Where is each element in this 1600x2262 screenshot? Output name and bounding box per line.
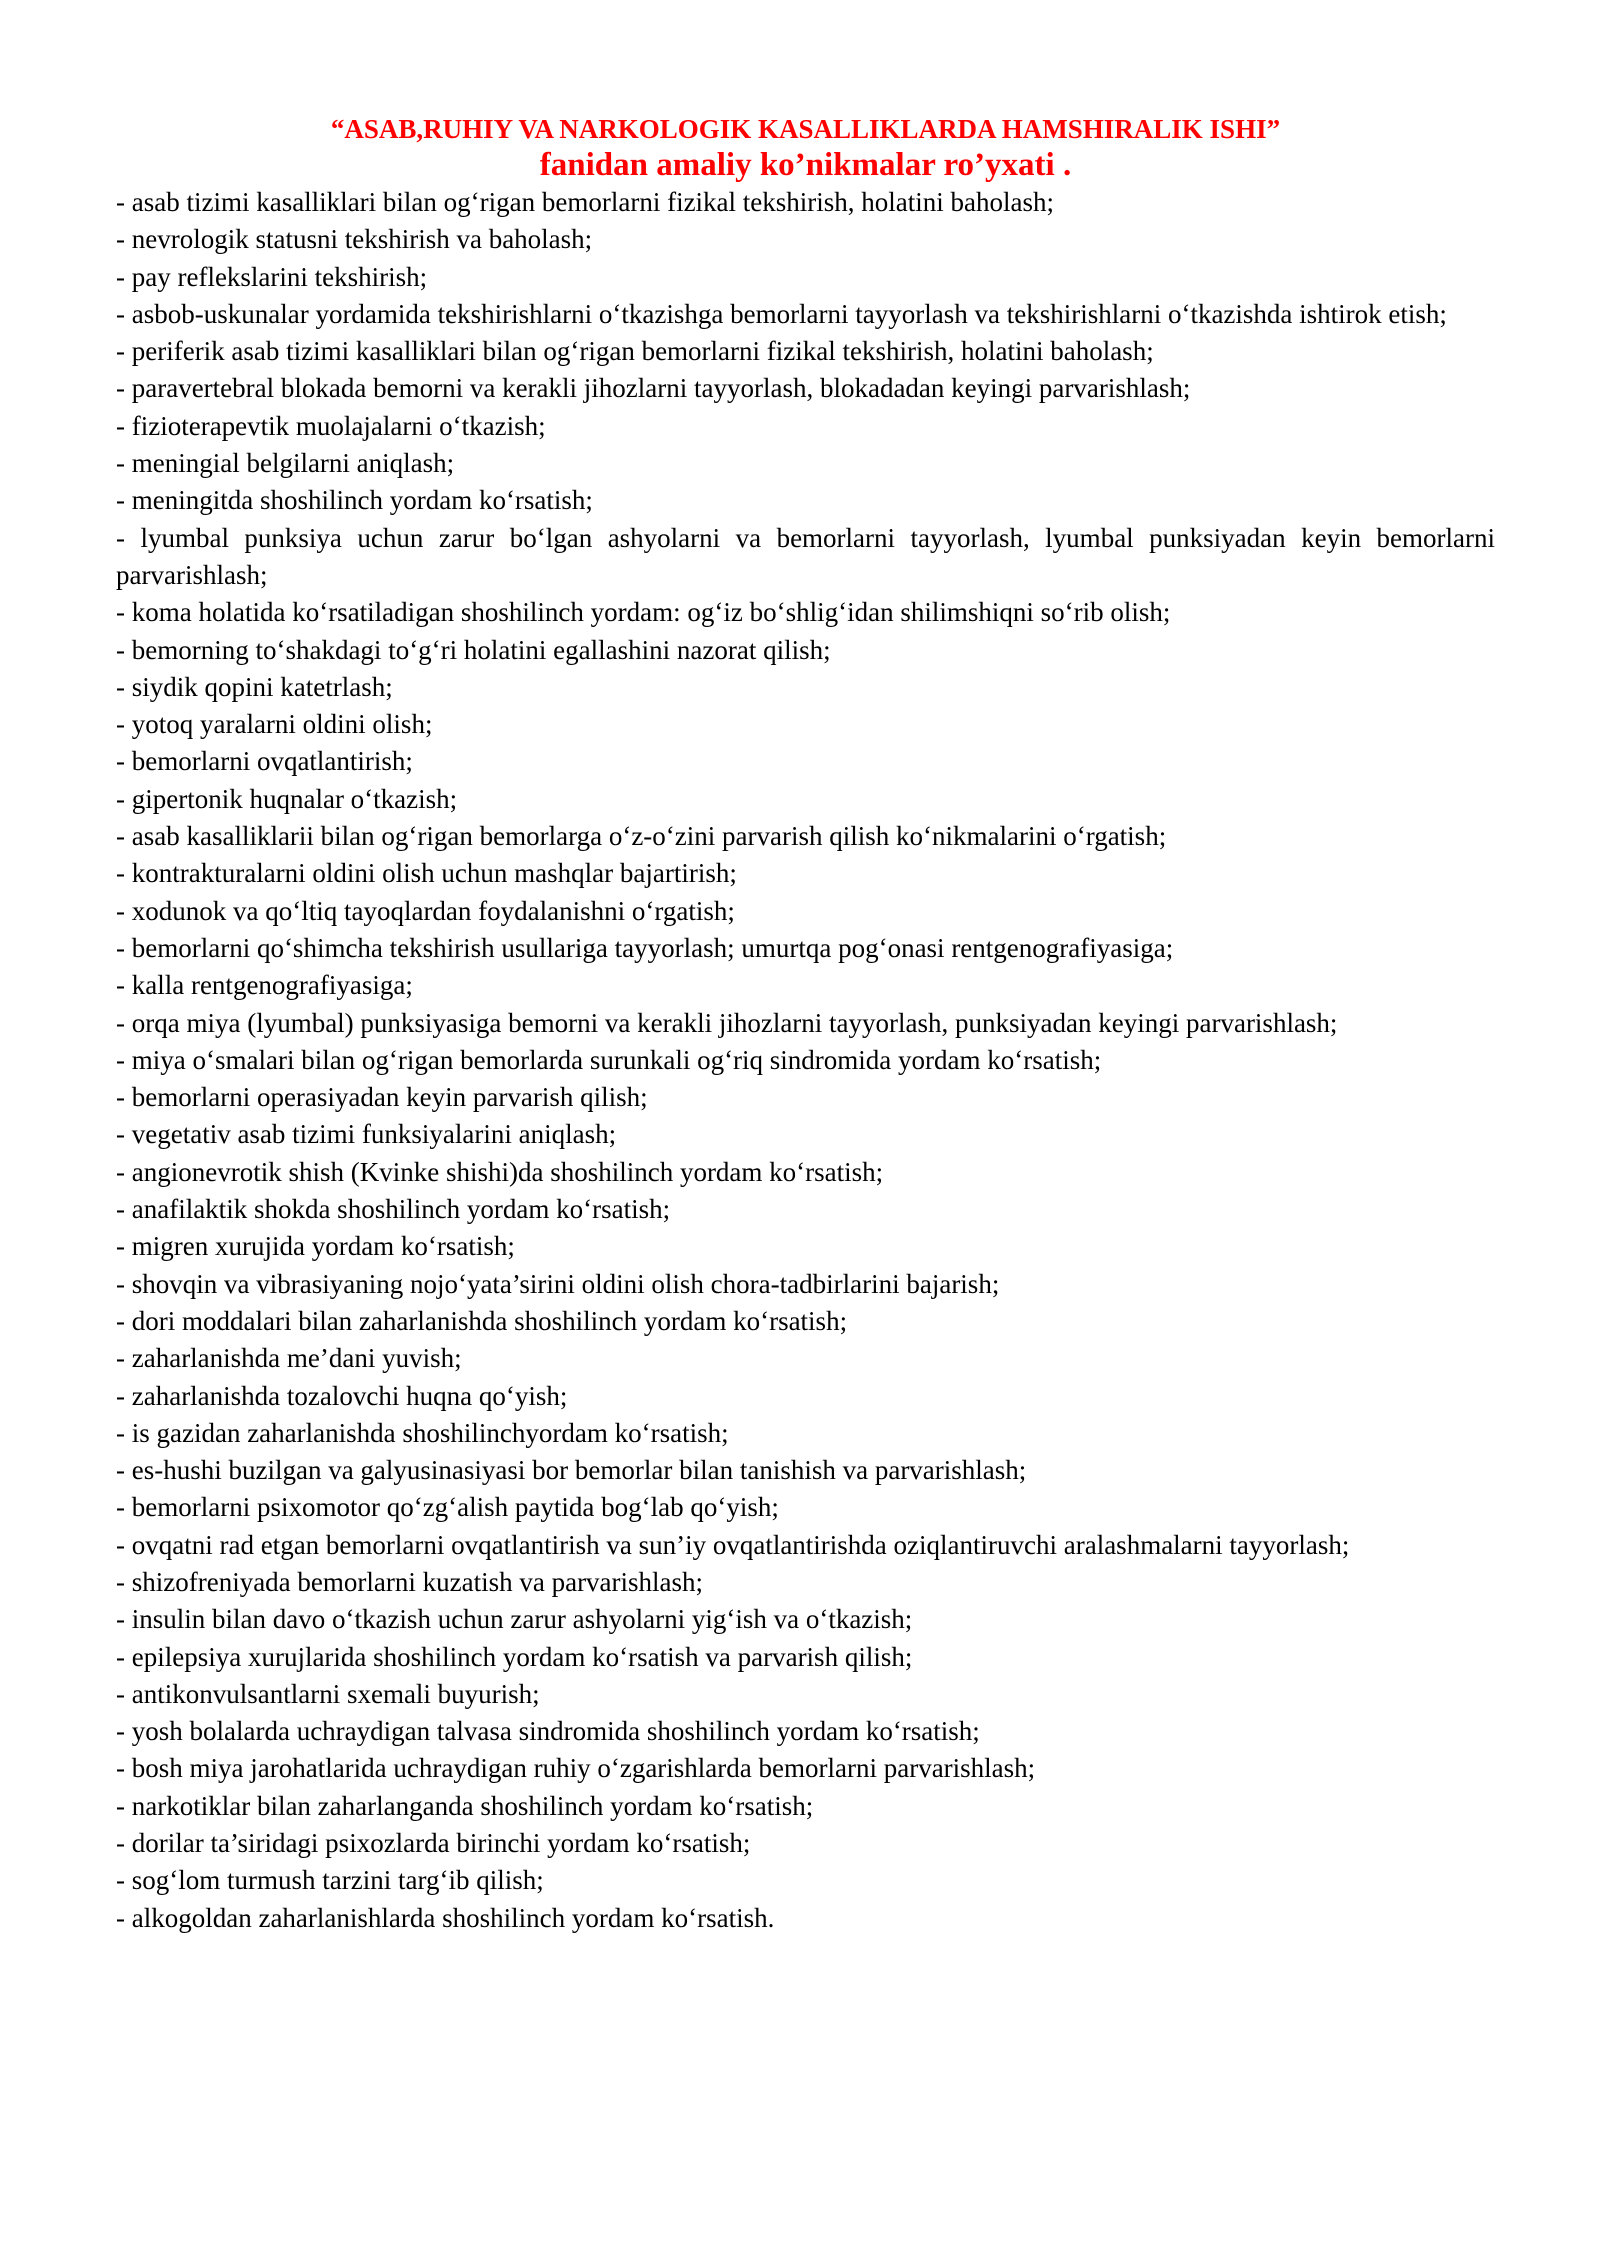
list-item: - antikonvulsantlarni sxemali buyurish; <box>116 1678 540 1709</box>
list-item: - koma holatida ko‘rsatiladigan shoshilinch yordam: og‘iz bo‘shlig‘idan shilimshiqni so‘rib olish; <box>116 597 1171 628</box>
list-item: - miya o‘smalari bilan og‘rigan bemorlarda surunkali og‘riq sindromida yordam ko‘rsatish; <box>116 1044 1102 1075</box>
list-item: - bosh miya jarohatlarida uchraydigan ruhiy o‘zgarishlarda bemorlarni parvarishlash; <box>116 1753 1036 1784</box>
list-item: - pay reflekslarini tekshirish; <box>116 261 428 292</box>
list-item: - gipertonik huqnalar o‘tkazish; <box>116 783 458 814</box>
list-item: - zaharlanishda me’dani yuvish; <box>116 1343 462 1374</box>
list-item: - kontrakturalarni oldini olish uchun mashqlar bajartirish; <box>116 858 737 889</box>
list-item: - fizioterapevtik muolajalarni o‘tkazish; <box>116 410 546 441</box>
list-item: - bemorlarni operasiyadan keyin parvarish qilish; <box>116 1082 648 1113</box>
list-item: - bemorlarni ovqatlantirish; <box>116 746 413 777</box>
list-item: - siydik qopini katetrlash; <box>116 671 393 702</box>
list-item: - orqa miya (lyumbal) punksiyasiga bemorni va kerakli jihozlarni tayyorlash, punksiyadan keyingi parvarishlash; <box>116 1007 1338 1038</box>
list-item: - xodunok va qo‘ltiq tayoqlardan foydalanishni o‘rgatish; <box>116 895 735 926</box>
list-item: - alkogoldan zaharlanishlarda shoshilinch yordam ko‘rsatish. <box>116 1902 775 1933</box>
list-item: - es-hushi buzilgan va galyusinasiyasi bor bemorlar bilan tanishish va parvarishlash; <box>116 1455 1027 1486</box>
list-item: - kalla rentgenografiyasiga; <box>116 970 413 1001</box>
list-item: - yosh bolalarda uchraydigan talvasa sindromida shoshilinch yordam ko‘rsatish; <box>116 1716 980 1747</box>
list-item: - epilepsiya xurujlarida shoshilinch yordam ko‘rsatish va parvarish qilish; <box>116 1641 913 1672</box>
list-item: - meningial belgilarni aniqlash; <box>116 448 455 479</box>
list-item: - shovqin va vibrasiyaning nojo‘yata’sirini oldini olish chora-tadbirlarini bajarish; <box>116 1268 1000 1299</box>
list-item: - ovqatni rad etgan bemorlarni ovqatlantirish va sun’iy ovqatlantirishda oziqlantiruvchi aralashmalarni tayyorlash; <box>116 1529 1350 1560</box>
list-item: - narkotiklar bilan zaharlanganda shoshilinch yordam ko‘rsatish; <box>116 1790 814 1821</box>
list-item: - migren xurujida yordam ko‘rsatish; <box>116 1231 515 1262</box>
list-item: - asab kasalliklarii bilan og‘rigan bemorlarga o‘z-o‘zini parvarish qilish ko‘nikmalarini o‘rgatish; <box>116 821 1167 852</box>
list-item: - dori moddalari bilan zaharlanishda shoshilinch yordam ko‘rsatish; <box>116 1305 848 1336</box>
list-item: - bemorning to‘shakdagi to‘g‘ri holatini egallashini nazorat qilish; <box>116 634 831 665</box>
list-item: - sog‘lom turmush tarzini targ‘ib qilish; <box>116 1865 544 1896</box>
list-item: - insulin bilan davo o‘tkazish uchun zarur ashyolarni yig‘ish va o‘tkazish; <box>116 1604 913 1635</box>
list-item: - paravertebral blokada bemorni va kerakli jihozlarni tayyorlash, blokadadan keyingi parvarishlash; <box>116 373 1191 404</box>
list-item: - dorilar ta’siridagi psixozlarda birinchi yordam ko‘rsatish; <box>116 1828 751 1859</box>
document-subtitle: fanidan amaliy ko’nikmalar ro’yxati . <box>539 147 1072 183</box>
list-item: - vegetativ asab tizimi funksiyalarini aniqlash; <box>116 1119 617 1150</box>
list-item: - asbob-uskunalar yordamida tekshirishlarni o‘tkazishga bemorlarni tayyorlash va tekshirishlarni o‘tkazishda ishtirok etish; <box>116 298 1447 329</box>
list-item: - periferik asab tizimi kasalliklari bilan og‘rigan bemorlarni fizikal tekshirish, holatini baholash; <box>116 336 1154 367</box>
list-item: - anafilaktik shokda shoshilinch yordam ko‘rsatish; <box>116 1194 671 1225</box>
list-item: - zaharlanishda tozalovchi huqna qo‘yish; <box>116 1380 568 1411</box>
list-item: - nevrologik statusni tekshirish va baholash; <box>116 224 593 255</box>
list-item: - shizofreniyada bemorlarni kuzatish va parvarishlash; <box>116 1566 704 1597</box>
list-item: - is gazidan zaharlanishda shoshilinchyordam ko‘rsatish; <box>116 1417 729 1448</box>
list-item: - meningitda shoshilinch yordam ko‘rsatish; <box>116 485 593 516</box>
document-title: “ASAB,RUHIY VA NARKOLOGIK KASALLIKLARDA HAMSHIRALIK ISHI” <box>330 114 1281 144</box>
list-item: - bemorlarni psixomotor qo‘zg‘alish paytida bog‘lab qo‘yish; <box>116 1492 779 1523</box>
list-item: - yotoq yaralarni oldini olish; <box>116 709 433 740</box>
list-item: - asab tizimi kasalliklari bilan og‘rigan bemorlarni fizikal tekshirish, holatini baholash; <box>116 187 1054 217</box>
list-item: - bemorlarni qo‘shimcha tekshirish usullariga tayyorlash; umurtqa pog‘onasi rentgenografiyasiga; <box>116 932 1174 963</box>
skills-list <box>116 184 1495 1937</box>
list-item: - angionevrotik shish (Kvinke shishi)da shoshilinch yordam ko‘rsatish; <box>116 1156 884 1187</box>
document-page <box>116 112 1495 1937</box>
list-item: - lyumbal punksiya uchun zarur bo‘lgan ashyolarni va bemorlarni tayyorlash, lyumbal punksiyadan keyin bemorlarni parvarishlash; <box>116 522 1495 590</box>
